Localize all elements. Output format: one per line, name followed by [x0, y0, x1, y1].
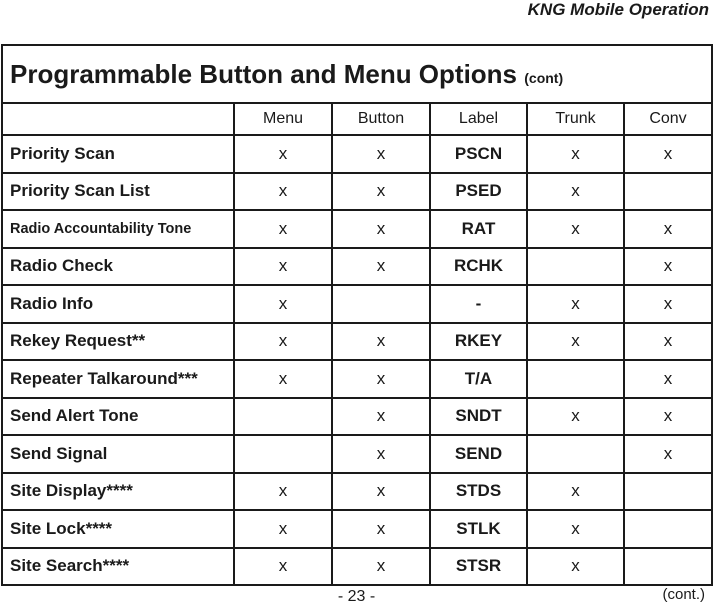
option-label: PSCN: [430, 135, 527, 173]
table-row: [2, 323, 712, 361]
trunk-mark: x: [527, 510, 624, 548]
trunk-mark: x: [527, 398, 624, 436]
option-label: RAT: [430, 210, 527, 248]
column-header-button: Button: [332, 103, 430, 135]
conv-mark: x: [624, 135, 712, 173]
option-name: Radio Check: [2, 248, 234, 286]
menu-mark: x: [234, 248, 332, 286]
table-row: [2, 210, 712, 248]
option-label: STDS: [430, 473, 527, 511]
option-label: STLK: [430, 510, 527, 548]
trunk-mark: x: [527, 323, 624, 361]
button-mark: x: [332, 435, 430, 473]
column-header-menu: Menu: [234, 103, 332, 135]
button-mark: x: [332, 473, 430, 511]
trunk-mark: [527, 435, 624, 473]
conv-mark: [624, 510, 712, 548]
conv-mark: [624, 473, 712, 511]
table-title: [2, 45, 712, 103]
continued-note: (cont.): [662, 586, 705, 603]
menu-mark: x: [234, 473, 332, 511]
button-mark: x: [332, 248, 430, 286]
trunk-mark: x: [527, 173, 624, 211]
trunk-mark: x: [527, 285, 624, 323]
option-label: SNDT: [430, 398, 527, 436]
conv-mark: x: [624, 210, 712, 248]
table-row: [2, 473, 712, 511]
menu-mark: x: [234, 360, 332, 398]
trunk-mark: x: [527, 548, 624, 586]
menu-mark: x: [234, 210, 332, 248]
table-row: [2, 135, 712, 173]
conv-mark: [624, 548, 712, 586]
table-row: [2, 173, 712, 211]
option-name: Send Alert Tone: [2, 398, 234, 436]
option-name: Priority Scan List: [2, 173, 234, 211]
trunk-mark: [527, 360, 624, 398]
conv-mark: x: [624, 248, 712, 286]
menu-mark: x: [234, 510, 332, 548]
conv-mark: x: [624, 435, 712, 473]
trunk-mark: [527, 248, 624, 286]
option-name: Site Display****: [2, 473, 234, 511]
option-label: SEND: [430, 435, 527, 473]
menu-mark: x: [234, 173, 332, 211]
menu-mark: x: [234, 548, 332, 586]
menu-mark: [234, 435, 332, 473]
table-row: [2, 435, 712, 473]
table-row: [2, 398, 712, 436]
option-name: Rekey Request**: [2, 323, 234, 361]
table-title-main: Programmable Button and Menu Options: [10, 58, 518, 89]
column-header-label: Label: [430, 103, 527, 135]
option-label: -: [430, 285, 527, 323]
option-name: Radio Info: [2, 285, 234, 323]
menu-mark: [234, 398, 332, 436]
options-table: [1, 44, 713, 586]
conv-mark: x: [624, 323, 712, 361]
option-name: Send Signal: [2, 435, 234, 473]
conv-mark: x: [624, 398, 712, 436]
option-label: RKEY: [430, 323, 527, 361]
conv-mark: [624, 173, 712, 211]
option-name: Repeater Talkaround***: [2, 360, 234, 398]
button-mark: x: [332, 210, 430, 248]
menu-mark: x: [234, 285, 332, 323]
option-name: Site Search****: [2, 548, 234, 586]
menu-mark: x: [234, 135, 332, 173]
table-row: [2, 510, 712, 548]
button-mark: [332, 285, 430, 323]
page-header: KNG Mobile Operation: [527, 0, 709, 19]
option-label: RCHK: [430, 248, 527, 286]
table-row: [2, 248, 712, 286]
column-header-conv: Conv: [624, 103, 712, 135]
table-row: [2, 548, 712, 586]
button-mark: x: [332, 135, 430, 173]
trunk-mark: x: [527, 135, 624, 173]
table-row: [2, 285, 712, 323]
menu-mark: x: [234, 323, 332, 361]
trunk-mark: x: [527, 210, 624, 248]
trunk-mark: x: [527, 473, 624, 511]
option-name: Radio Accountability Tone: [2, 210, 234, 248]
column-header-row: [2, 103, 712, 135]
button-mark: x: [332, 323, 430, 361]
button-mark: x: [332, 510, 430, 548]
column-header-name: [2, 103, 234, 135]
conv-mark: x: [624, 285, 712, 323]
table-row: [2, 360, 712, 398]
option-label: T/A: [430, 360, 527, 398]
button-mark: x: [332, 360, 430, 398]
option-label: STSR: [430, 548, 527, 586]
option-name: Site Lock****: [2, 510, 234, 548]
button-mark: x: [332, 173, 430, 211]
button-mark: x: [332, 548, 430, 586]
column-header-trunk: Trunk: [527, 103, 624, 135]
button-mark: x: [332, 398, 430, 436]
option-label: PSED: [430, 173, 527, 211]
conv-mark: x: [624, 360, 712, 398]
option-name: Priority Scan: [2, 135, 234, 173]
page-number: - 23 -: [337, 588, 376, 605]
table-title-suffix: (cont): [524, 69, 564, 86]
